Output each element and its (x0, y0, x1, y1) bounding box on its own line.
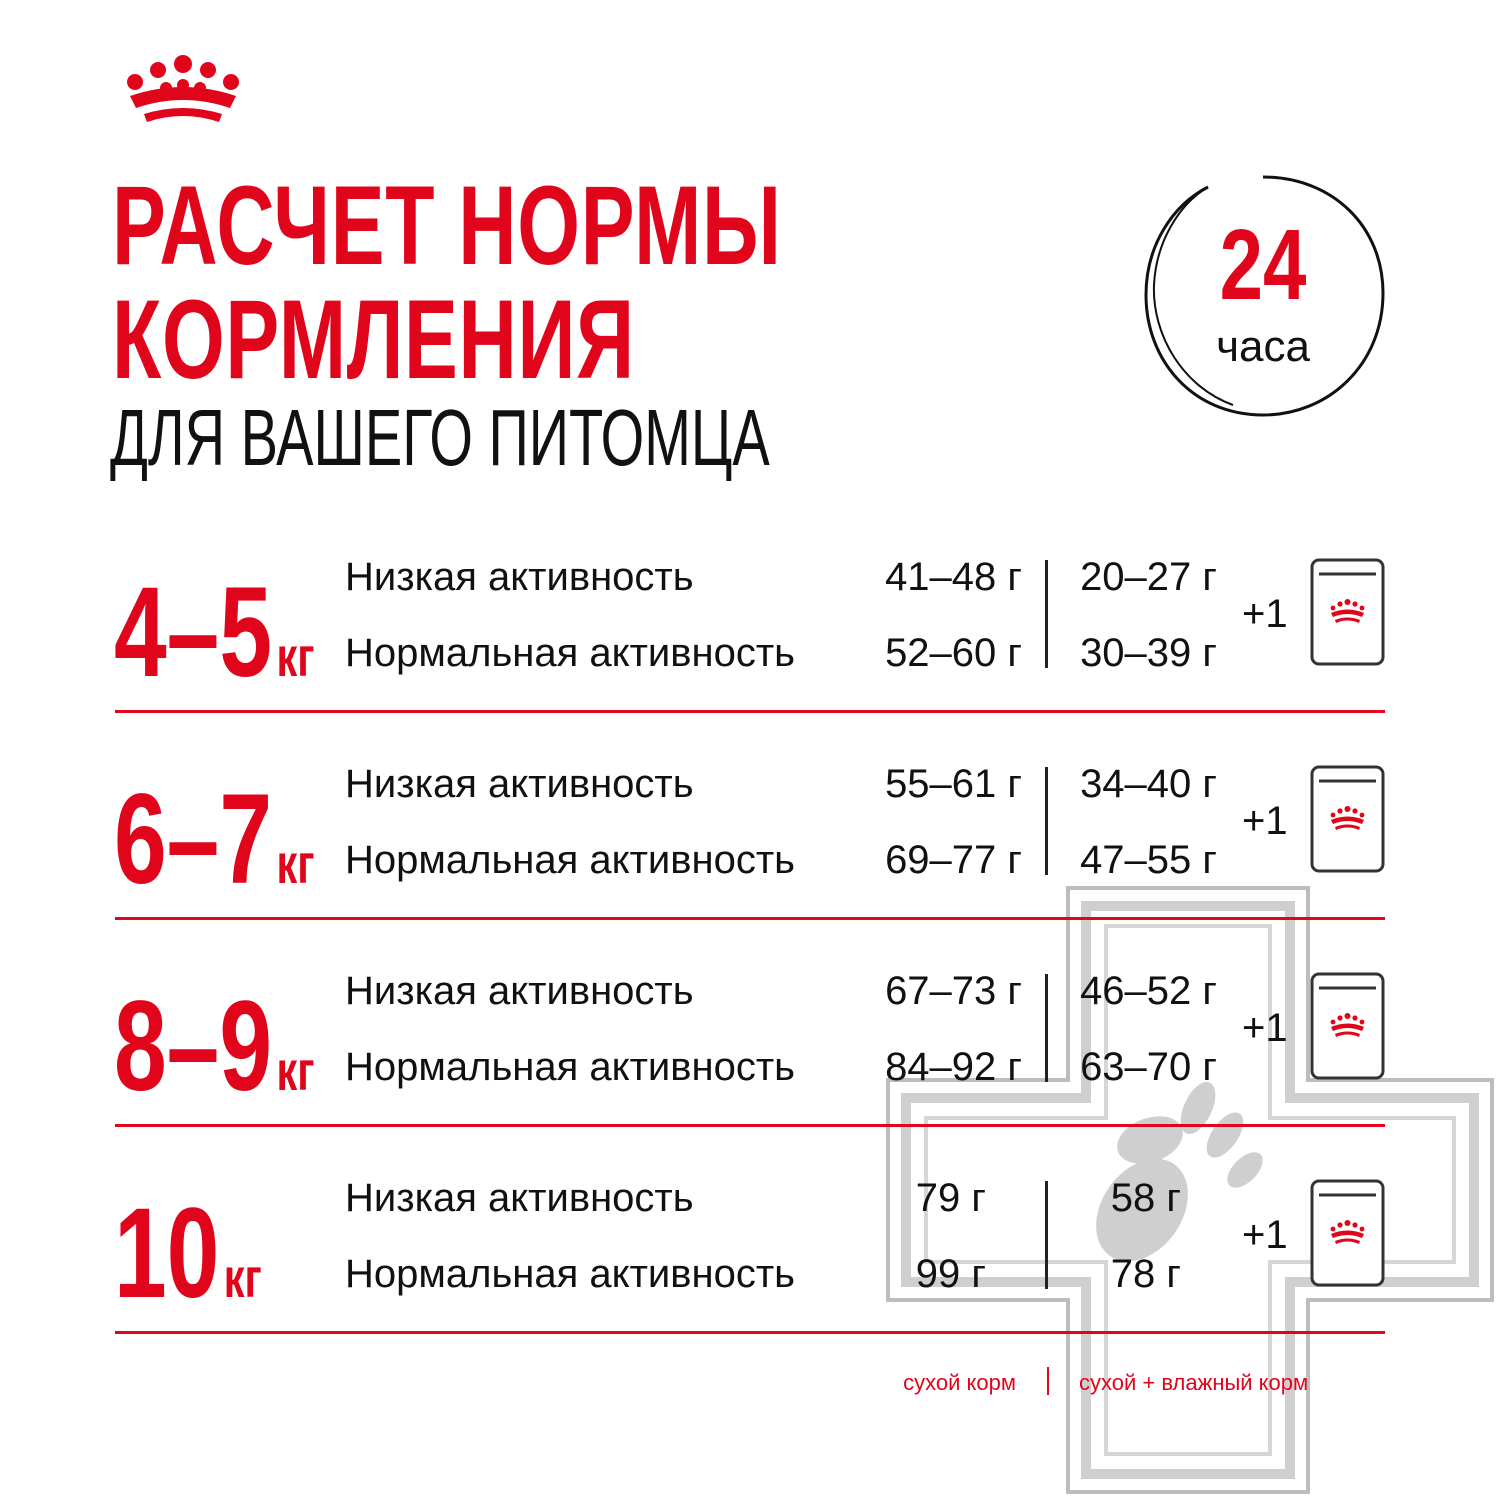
low-dry-value: 67–73 г (885, 969, 1022, 1013)
low-wet-value: 34–40 г (1080, 762, 1217, 806)
weight-range: 4–5кг (114, 561, 315, 704)
crown-icon (118, 52, 248, 128)
plus-one-label: +1 (1242, 1006, 1288, 1050)
row-divider (115, 710, 1385, 713)
feeding-row (0, 522, 1500, 729)
page-title-line-1: РАСЧЕТ НОРМЫ (112, 163, 782, 288)
low-wet-value: 46–52 г (1080, 969, 1217, 1013)
normal-dry-value: 99 г (915, 1252, 986, 1296)
page-subtitle: ДЛЯ ВАШЕГО ПИТОМЦА (110, 393, 770, 482)
pouch-icon (1310, 765, 1385, 873)
plus-one-label: +1 (1242, 1213, 1288, 1257)
normal-activity-label: Нормальная активность (345, 631, 796, 675)
normal-activity-label: Нормальная активность (345, 1252, 796, 1296)
normal-activity-label: Нормальная активность (345, 1045, 796, 1089)
pouch-icon (1310, 1179, 1385, 1287)
low-dry-value: 79 г (915, 1176, 986, 1220)
badge-number: 24 (1219, 209, 1307, 321)
row-divider (115, 917, 1385, 920)
normal-dry-value: 84–92 г (885, 1045, 1022, 1089)
low-dry-value: 55–61 г (885, 762, 1022, 806)
feeding-row (0, 729, 1500, 936)
low-activity-label: Низкая активность (345, 555, 694, 599)
normal-wet-value: 47–55 г (1080, 838, 1217, 882)
legend-dry-food: сухой корм (903, 1370, 1016, 1395)
normal-wet-value: 63–70 г (1080, 1045, 1217, 1089)
weight-range: 6–7кг (114, 768, 315, 911)
legend-divider (1047, 1367, 1049, 1395)
row-divider (115, 1124, 1385, 1127)
low-activity-label: Низкая активность (345, 762, 694, 806)
plus-one-label: +1 (1242, 799, 1288, 843)
low-activity-label: Низкая активность (345, 969, 694, 1013)
feeding-row (0, 1143, 1500, 1350)
low-activity-label: Низкая активность (345, 1176, 694, 1220)
pouch-icon (1310, 558, 1385, 666)
plus-one-label: +1 (1242, 592, 1288, 636)
normal-activity-label: Нормальная активность (345, 838, 796, 882)
low-wet-value: 58 г (1110, 1176, 1181, 1220)
normal-wet-value: 78 г (1110, 1252, 1181, 1296)
normal-dry-value: 69–77 г (885, 838, 1022, 882)
badge-unit: часа (1216, 322, 1310, 371)
normal-wet-value: 30–39 г (1080, 631, 1217, 675)
weight-range: 10кг (114, 1182, 262, 1325)
legend-dry-plus-wet-food: сухой + влажный корм (1079, 1370, 1309, 1395)
low-wet-value: 20–27 г (1080, 555, 1217, 599)
feeding-row (0, 936, 1500, 1143)
pouch-icon (1310, 972, 1385, 1080)
row-divider (115, 1331, 1385, 1334)
weight-range: 8–9кг (114, 975, 315, 1118)
low-dry-value: 41–48 г (885, 555, 1022, 599)
page-title-line-2: КОРМЛЕНИЯ (112, 277, 635, 402)
normal-dry-value: 52–60 г (885, 631, 1022, 675)
